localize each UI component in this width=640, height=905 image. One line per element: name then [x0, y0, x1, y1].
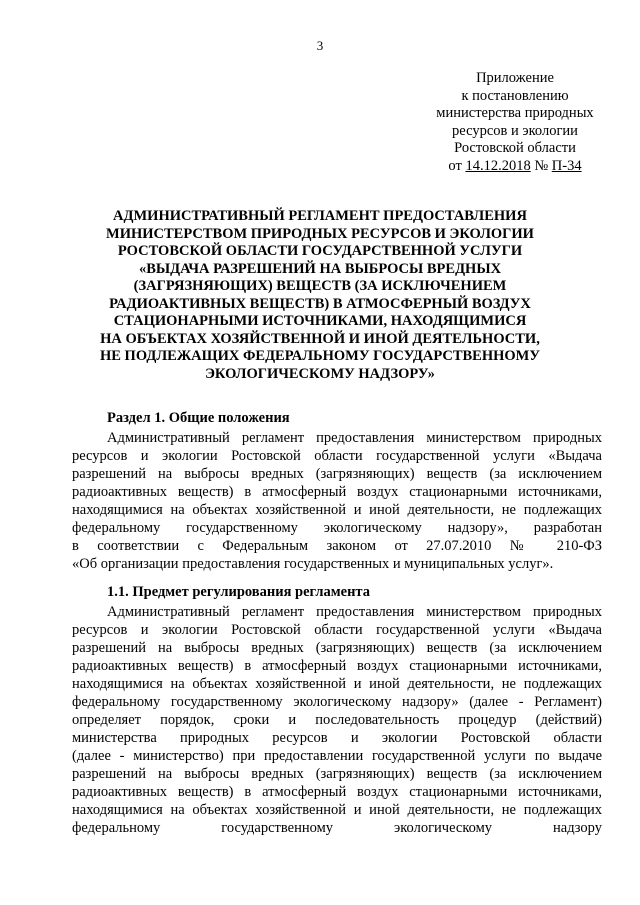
title-line: СТАЦИОНАРНЫМИ ИСТОЧНИКАМИ, НАХОДЯЩИМИСЯ	[113, 313, 527, 329]
appendix-line: министерства природных	[436, 105, 594, 121]
paragraph-line: федеральному государственному экологическому надзору» (далее - Регламент)	[72, 694, 602, 710]
paragraph-line: федеральному государственному экологическому надзору	[72, 820, 602, 836]
title-line: АДМИНИСТРАТИВНЫЙ РЕГЛАМЕНТ ПРЕДОСТАВЛЕНИЯ	[113, 208, 527, 224]
paragraph-line: разрешений на выбросы вредных (загрязняющих) веществ (за исключением	[72, 766, 602, 782]
paragraph-line: федеральному государственному экологическому надзору», разработан	[72, 520, 602, 536]
title-line: НА ОБЪЕКТАХ ХОЗЯЙСТВЕННОЙ И ИНОЙ ДЕЯТЕЛЬНОСТИ,	[100, 330, 540, 347]
paragraph-line: в соответствии с Федеральным законом от 27.07.2010 № 210-ФЗ	[72, 538, 602, 554]
paragraph-line: разрешений на выбросы вредных (загрязняющих) веществ (за исключением	[72, 640, 602, 656]
paragraph-line: (далее - министерство) при предоставлении государственной услуги по выдаче	[72, 748, 602, 764]
appendix-line: Ростовской области	[454, 140, 576, 156]
appendix-line: Приложение	[476, 70, 554, 86]
paragraph-line: радиоактивных веществ) в атмосферный воздух стационарными источниками,	[72, 784, 602, 800]
paragraph-line: ресурсов и экологии Ростовской области государственной услуги «Выдача	[72, 622, 602, 638]
paragraph-line: Административный регламент предоставления министерством природных	[107, 430, 602, 446]
title-line: (ЗАГРЯЗНЯЮЩИХ) ВЕЩЕСТВ (ЗА ИСКЛЮЧЕНИЕМ	[133, 278, 507, 294]
title-line: НЕ ПОДЛЕЖАЩИХ ФЕДЕРАЛЬНОМУ ГОСУДАРСТВЕННОМУ	[99, 348, 541, 364]
section-1-1-paragraph	[72, 603, 602, 837]
paragraph-line: министерства природных ресурсов и экологии Ростовской области	[72, 730, 602, 746]
appendix-date-line	[415, 158, 615, 176]
appendix-block	[415, 70, 615, 175]
paragraph-line: находящимися на объектах хозяйственной и иной деятельности, не подлежащих	[72, 676, 602, 692]
date-prefix: от	[448, 157, 466, 174]
decree-number: П-34	[551, 157, 582, 174]
paragraph-line: находящимися на объектах хозяйственной и иной деятельности, не подлежащих	[72, 502, 602, 518]
paragraph-line: радиоактивных веществ) в атмосферный воздух стационарными источниками,	[72, 484, 602, 500]
section-1-paragraph	[72, 429, 602, 573]
paragraph-line: Административный регламент предоставления министерством природных	[107, 604, 602, 620]
title-line: РОСТОВСКОЙ ОБЛАСТИ ГОСУДАРСТВЕННОЙ УСЛУГИ	[117, 243, 523, 259]
paragraph-line: радиоактивных веществ) в атмосферный воздух стационарными источниками,	[72, 658, 602, 674]
paragraph-line: ресурсов и экологии Ростовской области государственной услуги «Выдача	[72, 448, 602, 464]
paragraph-line: разрешений на выбросы вредных (загрязняющих) веществ (за исключением	[72, 466, 602, 482]
paragraph-line: «Об организации предоставления государственных и муниципальных услуг».	[72, 556, 554, 572]
appendix-line: к постановлению	[461, 87, 569, 104]
decree-date: 14.12.2018	[465, 157, 531, 174]
paragraph-line: находящимися на объектах хозяйственной и иной деятельности, не подлежащих	[72, 802, 602, 818]
section-1-1-heading: 1.1. Предмет регулирования регламента	[107, 584, 370, 600]
page-number: 3	[316, 38, 324, 53]
title-line: «ВЫДАЧА РАЗРЕШЕНИЙ НА ВЫБРОСЫ ВРЕДНЫХ	[138, 260, 502, 277]
title-line: МИНИСТЕРСТВОМ ПРИРОДНЫХ РЕСУРСОВ И ЭКОЛОГИИ	[106, 225, 534, 242]
title-line: РАДИОАКТИВНЫХ ВЕЩЕСТВ) В АТМОСФЕРНЫЙ ВОЗДУХ	[109, 295, 531, 312]
section-1-heading: Раздел 1. Общие положения	[107, 410, 290, 426]
number-prefix: №	[530, 157, 552, 174]
paragraph-line: определяет порядок, сроки и последовательность процедур (действий)	[72, 712, 602, 728]
appendix-line: ресурсов и экологии	[452, 122, 578, 139]
title-line: ЭКОЛОГИЧЕСКОМУ НАДЗОРУ»	[205, 365, 435, 382]
document-title	[90, 208, 550, 383]
